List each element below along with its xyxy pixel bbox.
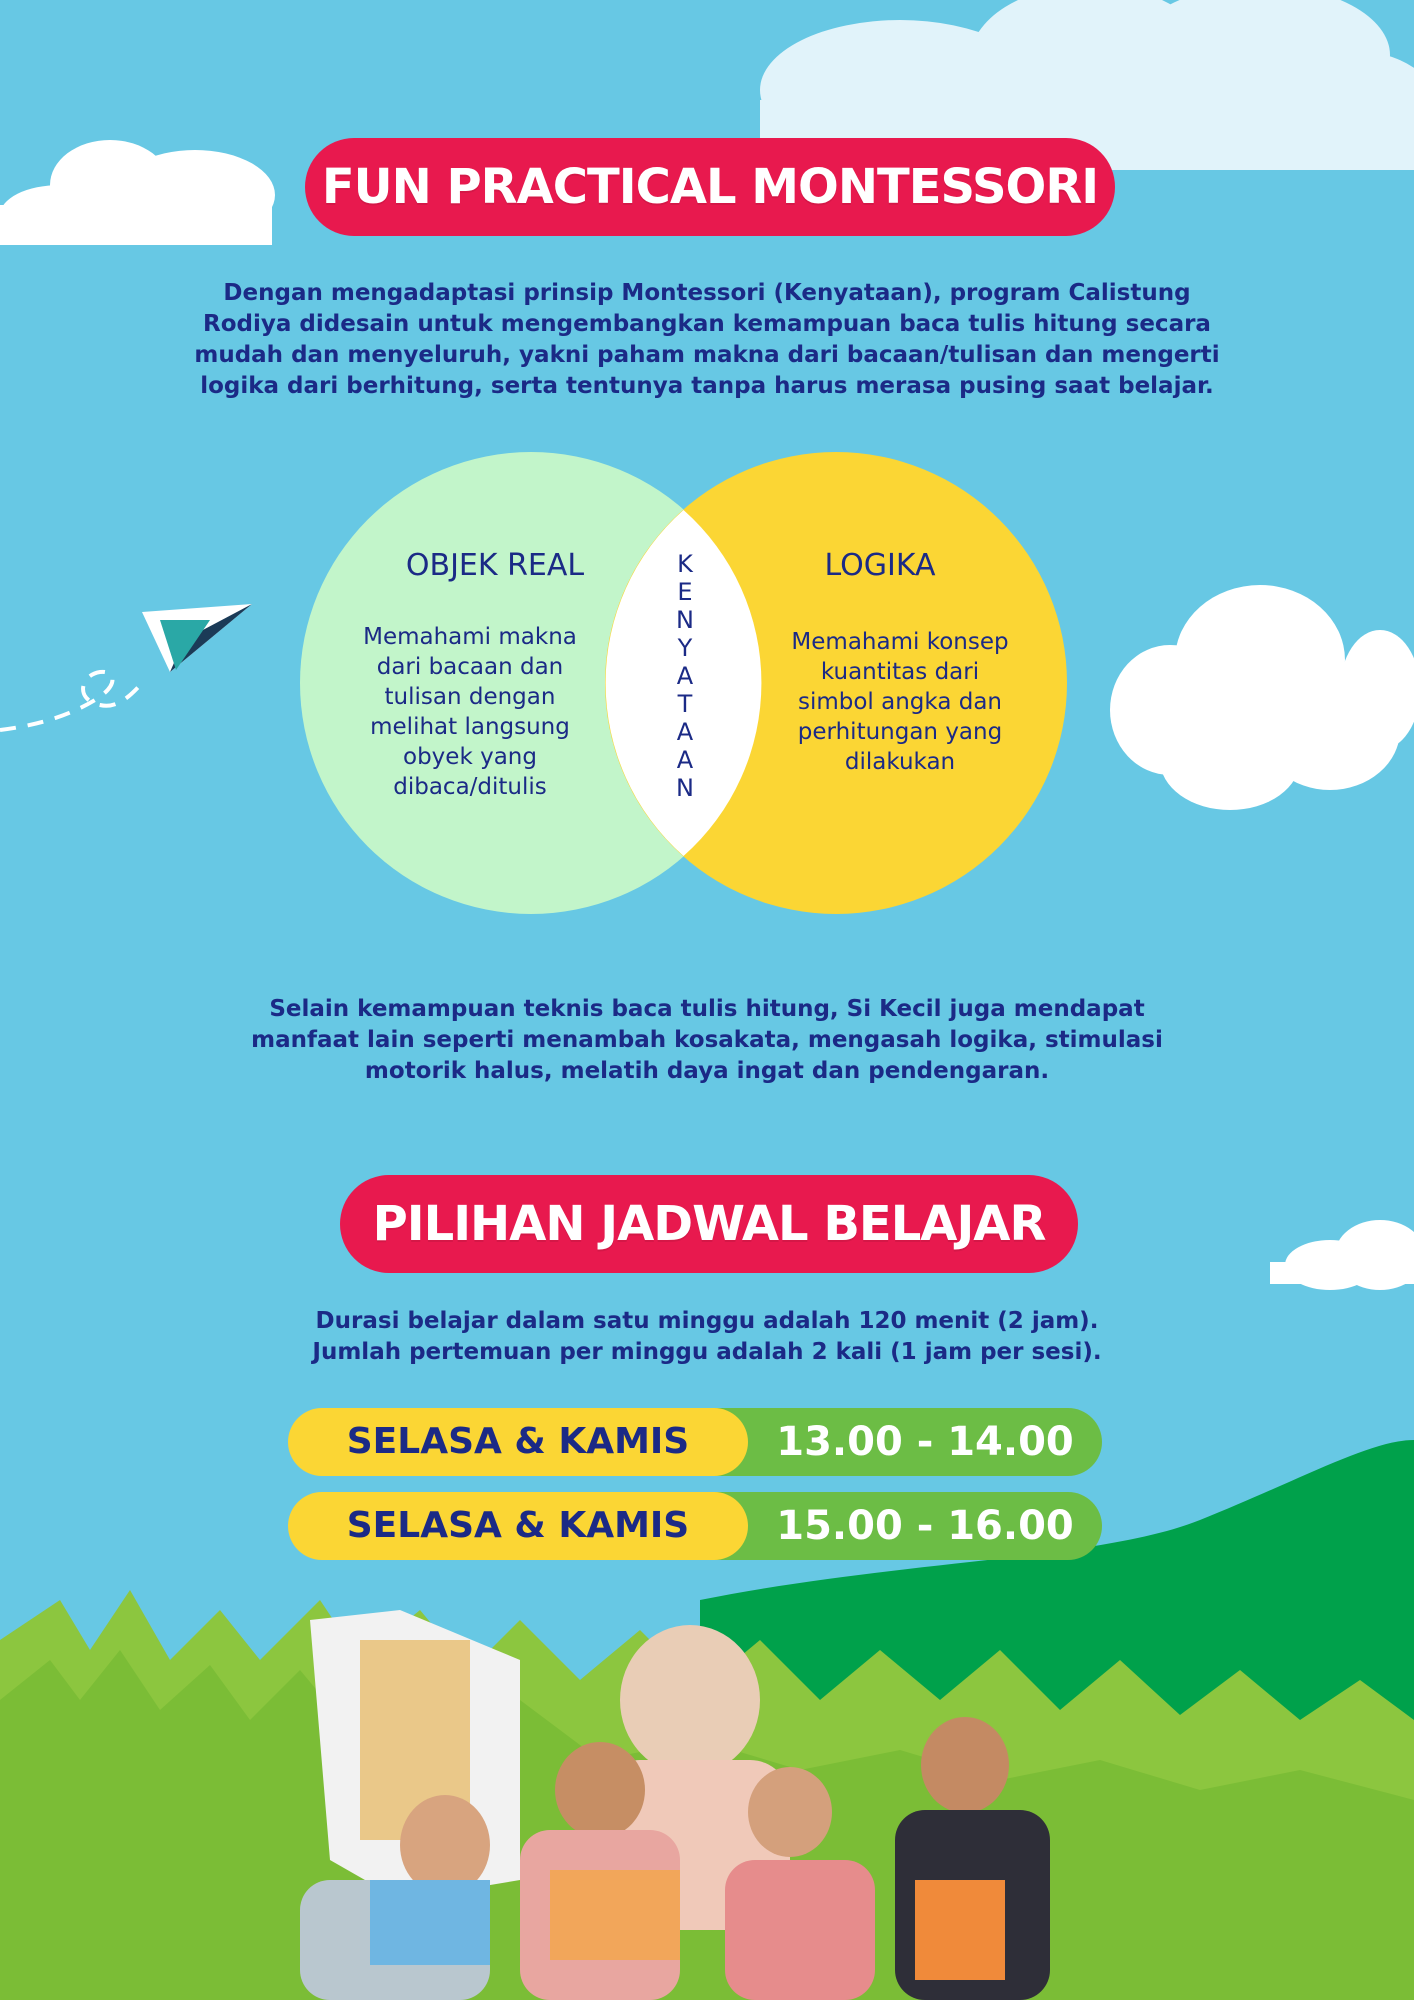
- cloud-icon: [0, 140, 275, 245]
- venn-center-letter: T: [677, 690, 693, 718]
- venn-right-title: LOGIKA: [824, 548, 936, 583]
- duration-paragraph: Durasi belajar dalam satu minggu adalah 120 menit (2 jam). Jumlah pertemuan per minggu adalah 2 kali (1 jam per sesi).: [312, 1308, 1102, 1365]
- schedule-row: [288, 1408, 1102, 1476]
- venn-center-word: [668, 550, 702, 802]
- venn-right-description: Memahami konsep kuantitas dari simbol angka dan perhitungan yang dilakukan: [791, 629, 1009, 775]
- venn-center-letter: Y: [677, 634, 693, 662]
- intro-paragraph: Dengan mengadaptasi prinsip Montessori (Kenyataan), program Calistung Rodiya didesain untuk mengembangkan kemampuan baca tulis hitung secara mudah dan menyeluruh, yakni paham makna dari bacaan/tulisan dan mengerti logika dari berhitung, serta tentunya tanpa harus merasa pusing saat belajar.: [194, 280, 1220, 399]
- cloud-icon: [1270, 1220, 1414, 1290]
- venn-center-letter: N: [676, 606, 694, 634]
- schedule-row: [288, 1492, 1102, 1560]
- venn-center-letter: E: [677, 578, 693, 606]
- benefits-paragraph: Selain kemampuan teknis baca tulis hitung, Si Kecil juga mendapat manfaat lain seperti menambah kosakata, mengasah logika, stimulasi motorik halus, melatih daya ingat dan pendengaran.: [251, 996, 1163, 1084]
- section-title-schedule: PILIHAN JADWAL BELAJAR: [340, 1175, 1078, 1273]
- paper-plane-icon: [0, 604, 252, 730]
- venn-center-letter: A: [676, 718, 694, 746]
- schedule-time: 15.00 - 16.00: [708, 1492, 1102, 1560]
- venn-center-letter: N: [676, 774, 694, 802]
- venn-left-title: OBJEK REAL: [405, 548, 585, 583]
- schedule-days: SELASA & KAMIS: [288, 1492, 748, 1560]
- venn-left-description: Memahami makna dari bacaan dan tulisan dengan melihat langsung obyek yang dibaca/ditulis: [363, 624, 577, 800]
- venn-center-letter: K: [677, 550, 693, 578]
- section-title-montessori: FUN PRACTICAL MONTESSORI: [305, 138, 1115, 236]
- venn-center-letter: A: [676, 662, 694, 690]
- cloud-icon: [1110, 585, 1414, 810]
- venn-center-letter: A: [676, 746, 694, 774]
- schedule-time: 13.00 - 14.00: [708, 1408, 1102, 1476]
- schedule-days: SELASA & KAMIS: [288, 1408, 748, 1476]
